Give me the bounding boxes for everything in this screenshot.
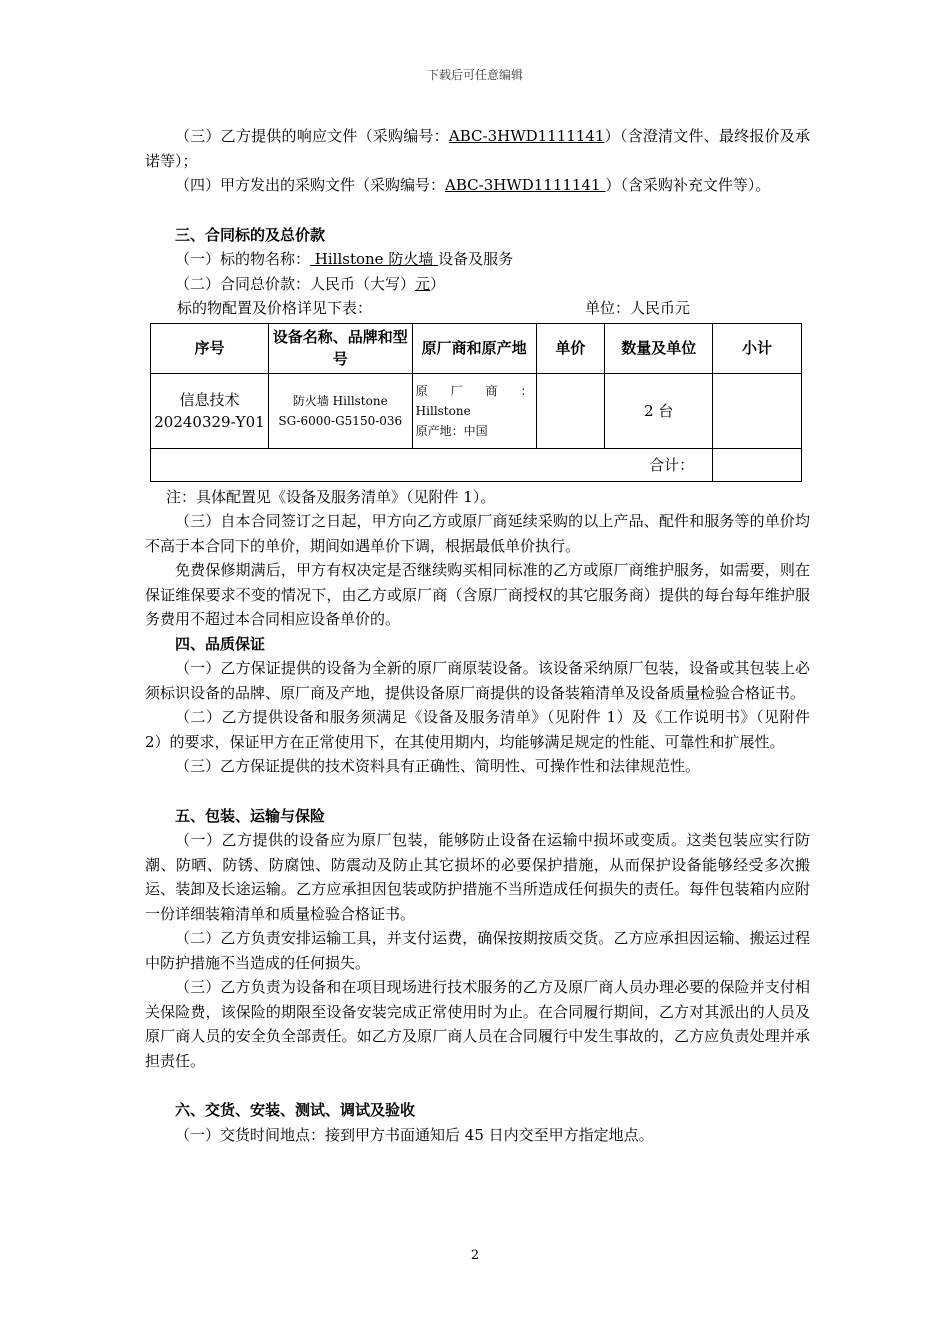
col-header-device: 设备名称、品牌和型号: [268, 323, 412, 373]
cell-device: 防火墙 Hillstone SG-6000-G5150-036: [268, 373, 412, 448]
col-header-qty: 数量及单位: [605, 323, 713, 373]
table-total-row: [151, 448, 802, 481]
paragraph-quality-1: （一）乙方保证提供的设备为全新的原厂商原装设备。该设备采纳原厂包装，设备或其包装上必须标识设备的品牌、原厂商及产地，提供设备原厂商提供的设备装箱清单及设备质量检验合格证书。: [145, 659, 810, 702]
page-number: 2: [470, 1248, 480, 1263]
cell-subtotal: [713, 373, 802, 448]
table-header-row: [151, 323, 802, 373]
cell-no: 信息技术20240329-Y01: [151, 373, 269, 448]
table-intro: 标的物配置及价格详见下表： 单位：人民币元: [145, 296, 810, 321]
page-header: 下载后可任意编辑: [426, 68, 523, 82]
col-header-price: 单价: [536, 323, 605, 373]
section-heading-4: 四、品质保证: [175, 634, 266, 653]
table-note: 注：具体配置见《设备及服务清单》（见附件 1）。: [166, 487, 496, 506]
paragraph-packaging-3: （三）乙方负责为设备和在项目现场进行技术服务的乙方及原厂商人员办理必要的保险并支付相关保险费，该保险的期限至设备安装完成正常使用时为止。在合同履行期间，乙方对其派出的人员及原厂商人员的安全负全部责任。如乙方及原厂商人员在合同履行中发生事故的，乙方应负责处理并承担责任。: [145, 978, 810, 1070]
total-value: [713, 448, 802, 481]
paragraph-quality-3: （三）乙方保证提供的技术资料具有正确性、简明性、可操作性和法律规范性。: [175, 757, 701, 775]
col-header-maker: 原厂商和原产地: [412, 323, 536, 373]
paragraph-continued-purchase: （三）自本合同签订之日起，甲方向乙方或原厂商延续采购的以上产品、配件和服务等的单价均不高于本合同下的单价，期间如遇单价下调，根据最低单价执行。: [145, 512, 810, 555]
table-unit: 单位：人民币元: [584, 299, 690, 317]
paragraph-procurement-docs: （四）甲方发出的采购文件（采购编号：ABC-3HWD1111141 ）（含采购补充文件等）。: [175, 176, 771, 194]
section-heading-3: 三、合同标的及总价款: [175, 225, 326, 244]
paragraph-total-price: （二）合同总价款：人民币（大写）元）: [175, 274, 446, 293]
section-heading-5: 五、包装、运输与保险: [175, 806, 326, 825]
col-header-no: 序号: [151, 323, 269, 373]
procurement-code: ABC-3HWD1111141: [445, 176, 606, 194]
subject-name: Hillstone 防火墙: [310, 250, 439, 268]
paragraph-packaging-2: （二）乙方负责安排运输工具，并支付运费，确保按期按质交货。乙方应承担因运输、搬运过程中防护措施不当造成的任何损失。: [145, 929, 810, 972]
section-heading-6: 六、交货、安装、测试、调试及验收: [175, 1101, 416, 1119]
cell-price: [536, 373, 605, 448]
cell-maker: 原 厂 商 ：Hillstone 原产地：中国: [412, 373, 536, 448]
paragraph-subject-name: （一）标的物名称： Hillstone 防火墙 设备及服务: [175, 250, 514, 268]
price-table: [150, 323, 802, 482]
paragraph-packaging-1: （一）乙方提供的设备应为原厂包装，能够防止设备在运输中损坏或变质。这类包装应实行防潮、防晒、防锈、防腐蚀、防震动及防止其它损坏的必要保护措施，从而保护设备能够经受多次搬运、装卸及长途运输。乙方应承担因包装或防护措施不当所造成任何损失的责任。每件包装箱内应附一份详细装箱清单和质量检验合格证书。: [145, 831, 810, 923]
cell-qty: 2 台: [605, 373, 713, 448]
table-row: [151, 373, 802, 448]
paragraph-delivery-1: （一）交货时间地点：接到甲方书面通知后 45 日内交至甲方指定地点。: [175, 1125, 654, 1144]
col-header-subtotal: 小计: [713, 323, 802, 373]
total-label: 合计：: [151, 448, 713, 481]
document-body: [145, 124, 810, 1147]
paragraph-response-docs: （三）乙方提供的响应文件（采购编号：ABC-3HWD1111141）（含澄清文件、最终报价及承诺等）；: [145, 127, 810, 170]
procurement-code: ABC-3HWD1111141: [448, 127, 605, 145]
paragraph-maintenance: 免费保修期满后，甲方有权决定是否继续购买相同标准的乙方或原厂商维护服务，如需要，则在保证维保要求不变的情况下，由乙方或原厂商（含原厂商授权的其它服务商）提供的每台每年维护服务费用不超过本合同相应设备单价的。: [145, 561, 810, 628]
paragraph-quality-2: （二）乙方提供设备和服务须满足《设备及服务清单》（见附件 1）及《工作说明书》（见附件 2）的要求，保证甲方在正常使用下，在其使用期内，均能够满足规定的性能、可靠性和扩展性。: [145, 708, 810, 751]
